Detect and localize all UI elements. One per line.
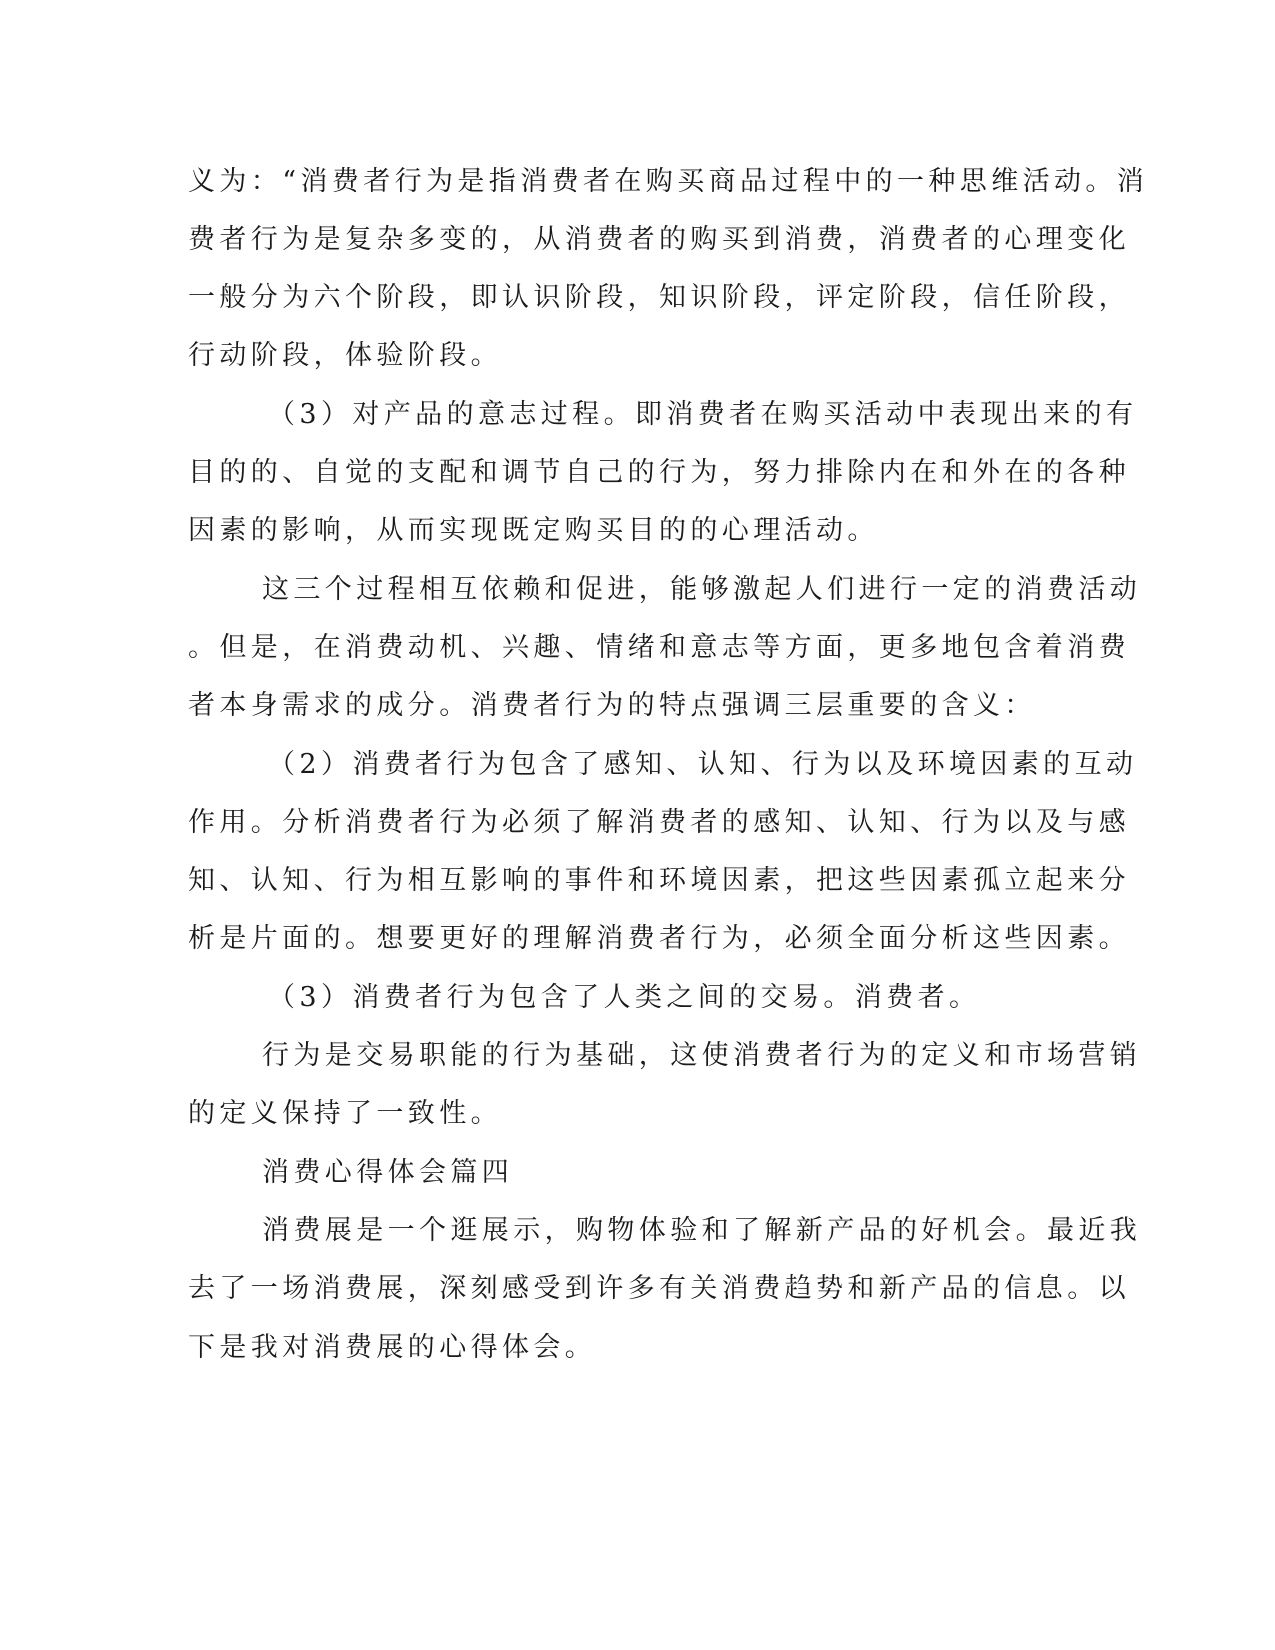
text-line: 知、认知、行为相互影响的事件和环境因素，把这些因素孤立起来分 bbox=[188, 865, 1130, 896]
text-line: 者本身需求的成分。消费者行为的特点强调三层重要的含义： bbox=[188, 690, 1036, 721]
text-line: 消费展是一个逛展示，购物体验和了解新产品的好机会。最近我 bbox=[262, 1215, 1142, 1246]
text-line: 析是片面的。想要更好的理解消费者行为，必须全面分析这些因素。 bbox=[188, 923, 1130, 954]
text-line: （3）对产品的意志过程。即消费者在购买活动中表现出来的有 bbox=[268, 399, 1138, 430]
text-line: 行为是交易职能的行为基础，这使消费者行为的定义和市场营销 bbox=[262, 1040, 1142, 1071]
text-line: （2）消费者行为包含了感知、认知、行为以及环境因素的互动 bbox=[268, 749, 1138, 780]
text-line: 下是我对消费展的心得体会。 bbox=[188, 1332, 597, 1363]
text-line: 去了一场消费展，深刻感受到许多有关消费趋势和新产品的信息。以 bbox=[188, 1273, 1130, 1304]
text-line: 费者行为是复杂多变的，从消费者的购买到消费，消费者的心理变化 bbox=[188, 224, 1130, 255]
text-line: 这三个过程相互依赖和促进，能够激起人们进行一定的消费活动 bbox=[262, 574, 1142, 605]
section-heading: 消费心得体会篇四 bbox=[262, 1157, 514, 1188]
text-line: 因素的影响，从而实现既定购买目的的心理活动。 bbox=[188, 515, 879, 546]
text-line: 行动阶段，体验阶段。 bbox=[188, 340, 502, 371]
text-line: （3）消费者行为包含了人类之间的交易。消费者。 bbox=[268, 982, 981, 1013]
text-line: 作用。分析消费者行为必须了解消费者的感知、认知、行为以及与感 bbox=[188, 807, 1130, 838]
text-line: 义为：“消费者行为是指消费者在购买商品过程中的一种思维活动。消 bbox=[188, 166, 1149, 197]
text-line: 目的的、自觉的支配和调节自己的行为，努力排除内在和外在的各种 bbox=[188, 457, 1130, 488]
text-line: 。但是，在消费动机、兴趣、情绪和意志等方面，更多地包含着消费 bbox=[188, 632, 1130, 663]
text-line: 一般分为六个阶段，即认识阶段，知识阶段，评定阶段，信任阶段， bbox=[188, 282, 1130, 313]
text-line: 的定义保持了一致性。 bbox=[188, 1098, 502, 1129]
